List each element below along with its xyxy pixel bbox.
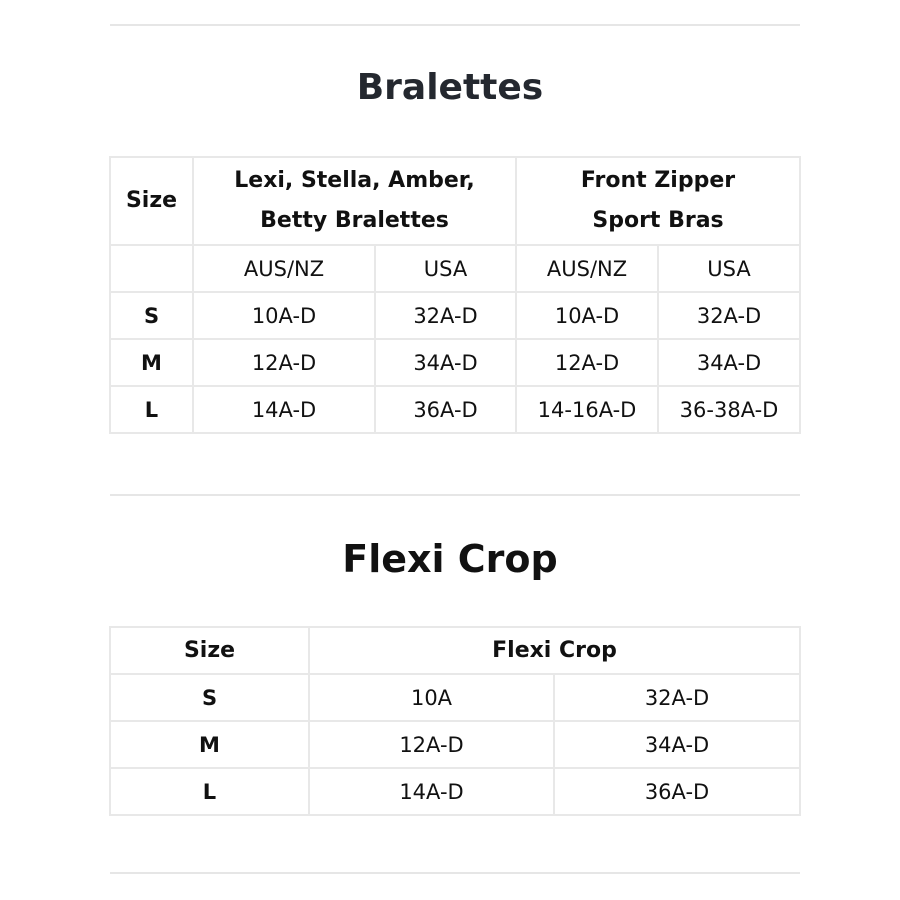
value-cell: 10A-D bbox=[516, 292, 658, 339]
group-header-line: Front Zipper bbox=[580, 168, 736, 193]
group-header-line: Betty Bralettes bbox=[260, 208, 449, 233]
region-header: AUS/NZ bbox=[193, 245, 375, 292]
size-cell: L bbox=[110, 386, 193, 433]
flexi-crop-size-table bbox=[109, 626, 801, 816]
value-cell: 34A-D bbox=[375, 339, 516, 386]
value-cell: 12A-D bbox=[193, 339, 375, 386]
table-row bbox=[110, 721, 800, 768]
table-row bbox=[110, 339, 800, 386]
region-header-row bbox=[110, 245, 800, 292]
size-cell: S bbox=[110, 674, 309, 721]
value-cell: 32A-D bbox=[658, 292, 800, 339]
value-cell: 36-38A-D bbox=[658, 386, 800, 433]
table-header-row bbox=[110, 157, 800, 245]
size-cell: M bbox=[110, 721, 309, 768]
group-header-line: Lexi, Stella, Amber, bbox=[234, 168, 475, 193]
value-cell: 12A-D bbox=[516, 339, 658, 386]
size-header: Size bbox=[110, 627, 309, 674]
region-header: USA bbox=[658, 245, 800, 292]
sport-bras-group-header bbox=[516, 157, 800, 245]
size-cell: L bbox=[110, 768, 309, 815]
value-cell: 36A-D bbox=[375, 386, 516, 433]
size-cell: M bbox=[110, 339, 193, 386]
bralettes-group-header bbox=[193, 157, 516, 245]
bottom-divider bbox=[110, 872, 800, 874]
table-row bbox=[110, 386, 800, 433]
value-cell: 36A-D bbox=[554, 768, 800, 815]
flexi-crop-group-header: Flexi Crop bbox=[309, 627, 800, 674]
value-cell: 32A-D bbox=[375, 292, 516, 339]
value-cell: 10A bbox=[309, 674, 554, 721]
value-cell: 34A-D bbox=[658, 339, 800, 386]
table-row bbox=[110, 292, 800, 339]
size-cell: S bbox=[110, 292, 193, 339]
top-divider bbox=[110, 24, 800, 26]
empty-cell bbox=[110, 245, 193, 292]
value-cell: 32A-D bbox=[554, 674, 800, 721]
region-header: USA bbox=[375, 245, 516, 292]
bralettes-size-table bbox=[109, 156, 801, 434]
flexi-crop-title: Flexi Crop bbox=[342, 537, 558, 581]
table-row bbox=[110, 674, 800, 721]
group-header-line: Sport Bras bbox=[592, 208, 724, 233]
value-cell: 14A-D bbox=[193, 386, 375, 433]
value-cell: 12A-D bbox=[309, 721, 554, 768]
table-header-row bbox=[110, 627, 800, 674]
bralettes-title: Bralettes bbox=[356, 67, 544, 108]
size-header: Size bbox=[110, 157, 193, 245]
value-cell: 10A-D bbox=[193, 292, 375, 339]
middle-divider bbox=[110, 494, 800, 496]
value-cell: 14-16A-D bbox=[516, 386, 658, 433]
value-cell: 34A-D bbox=[554, 721, 800, 768]
table-row bbox=[110, 768, 800, 815]
value-cell: 14A-D bbox=[309, 768, 554, 815]
region-header: AUS/NZ bbox=[516, 245, 658, 292]
